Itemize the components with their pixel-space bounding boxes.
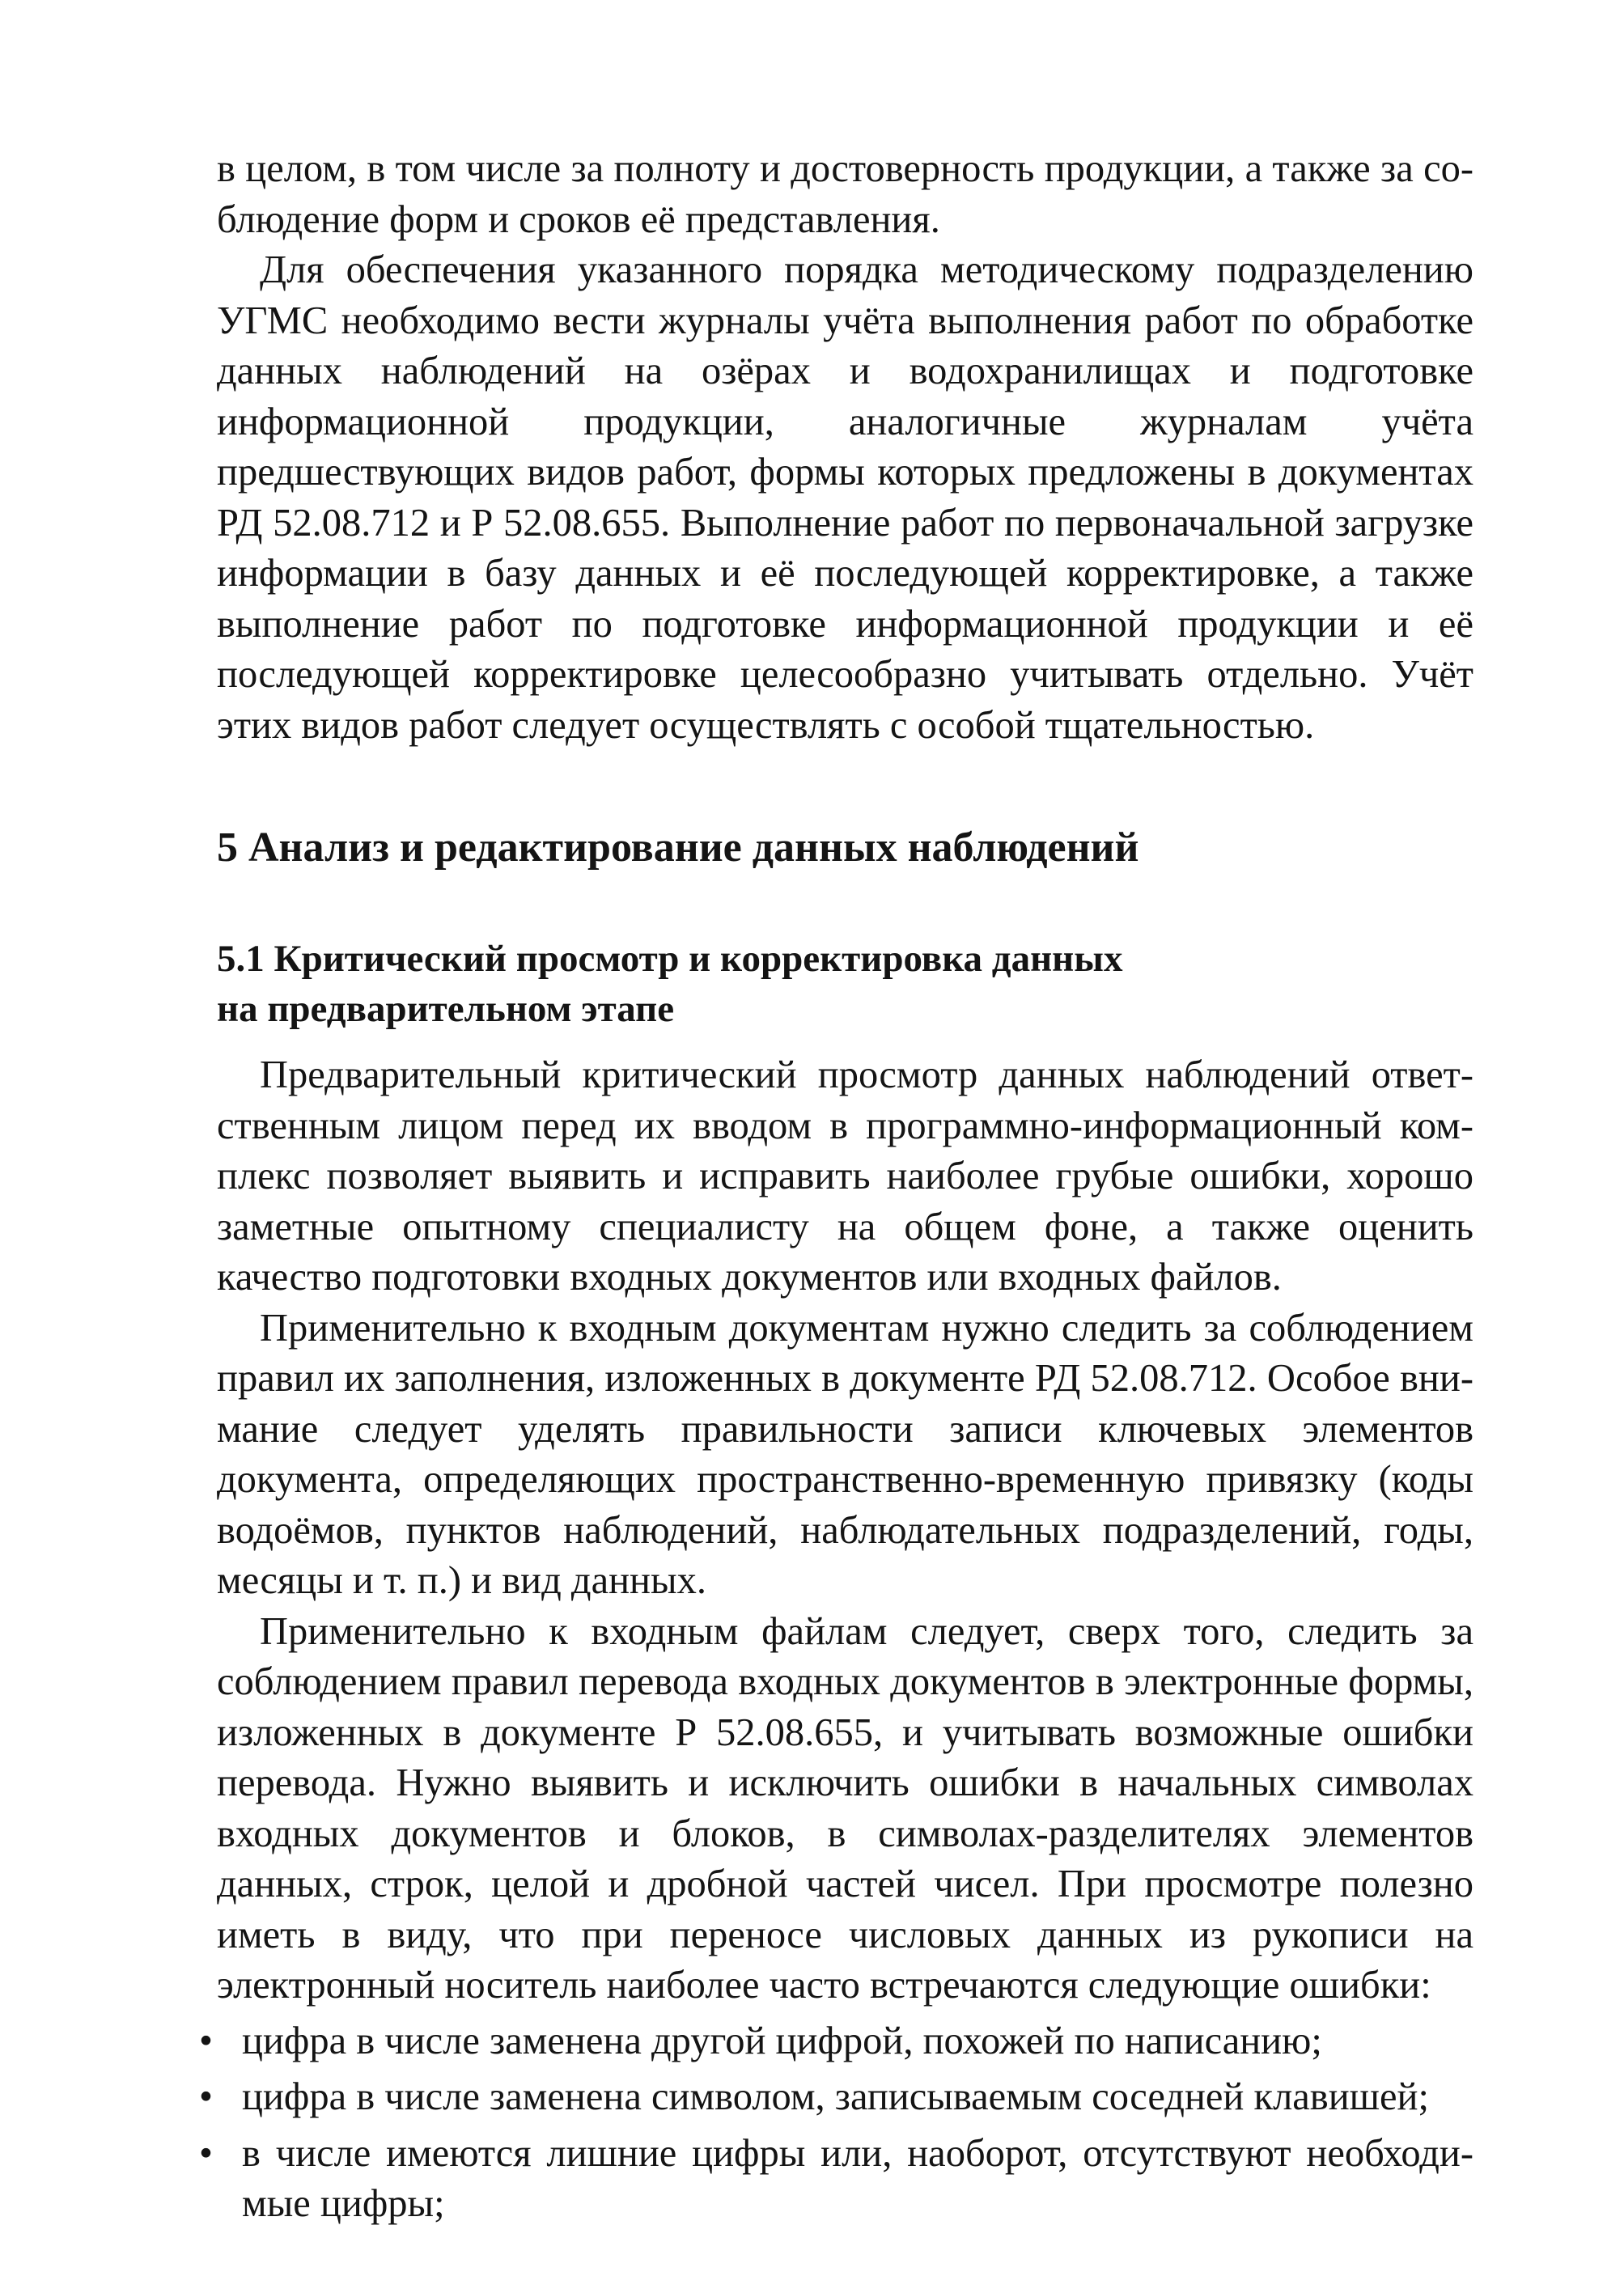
list-item-text: цифра в числе заменена символом, записываемым соседней клавишей; xyxy=(242,2075,1429,2118)
paragraph-accounting: Для обеспечения указанного порядка методическому подразделению УГМС необходимо вести журналы учёта выполнения работ по обработке данных наблюдений на озёрах и водохранилищах и подготовке информационной продукции, аналогичные журналам учёта предшествующих видов работ, формы которых предложены в документах РД 52.08.712 и Р 52.08.655. Выполнение работ по первоначальной загрузке информации в базу данных и её последующей корректировке, а также выполнение работ по подготовке информационной продукции и её последующей корректировке целесообразно учитывать отдельно. Учёт этих видов работ следует осуществлять с особой тщательностью. xyxy=(217,248,1473,747)
paragraph-input-documents: Применительно к входным документам нужно следить за соблюдением правил их заполнения, изложенных в документе РД 52.08.712. Особое внимание следует уделять правильности записи ключевых элементов документа, определяющих пространственно-временную привязку (коды водоёмов, пунктов наблюдений, наблюдательных подразделений, годы, месяцы и т. п.) и вид данных. xyxy=(217,1306,1473,1602)
list-item xyxy=(199,2072,1473,2123)
section-5-1-heading-line-2: на предварительном этапе xyxy=(217,988,675,1030)
section-5-heading: 5 Анализ и редактирование данных наблюдений xyxy=(217,824,1139,871)
bullet-marker: • xyxy=(199,2131,213,2175)
list-item xyxy=(199,2016,1473,2067)
paragraph-input-files: Применительно к входным файлам следует, сверх того, следить за соблюдением правил перевода входных документов в электронные формы, изложенных в документе Р 52.08.655, и учитывать возможные ошибки перевода. Нужно выявить и исключить ошибки в начальных символах входных документов и блоков, в символах-разделителях элементов данных, строк, целой и дробной частей чисел. При просмотре полезно иметь в виду, что при переносе числовых данных из рукописи на электронный носитель наиболее часто встречаются следующие ошибки: xyxy=(217,1609,1473,2007)
list-item xyxy=(199,2129,1473,2230)
bullet-marker: • xyxy=(199,2075,213,2118)
list-item-text: цифра в числе заменена другой цифрой, похожей по написанию; xyxy=(242,2019,1322,2062)
section-5-1-heading xyxy=(217,934,1473,1034)
list-item-text: в числе имеются лишние цифры или, наоборот, отсутствуют необходимые цифры; xyxy=(242,2131,1473,2225)
paragraph-continuation: в целом, в том числе за полноту и достоверность продукции, а также за соблюдение форм и сроков её представления. xyxy=(217,147,1473,241)
bullet-marker: • xyxy=(199,2019,213,2062)
paragraph-preliminary-review: Предварительный критический просмотр данных наблюдений ответственным лицом перед их вводом в программно-информационный комплекс позволяет выявить и исправить наиболее грубые ошибки, хорошо заметные опытному специалисту на общем фоне, а также оценить качество подготовки входных документов или входных файлов. xyxy=(217,1053,1473,1299)
document-page xyxy=(199,144,1473,2236)
section-5-1-heading-line-1: 5.1 Критический просмотр и корректировка данных xyxy=(217,938,1123,980)
error-list xyxy=(199,2016,1473,2230)
